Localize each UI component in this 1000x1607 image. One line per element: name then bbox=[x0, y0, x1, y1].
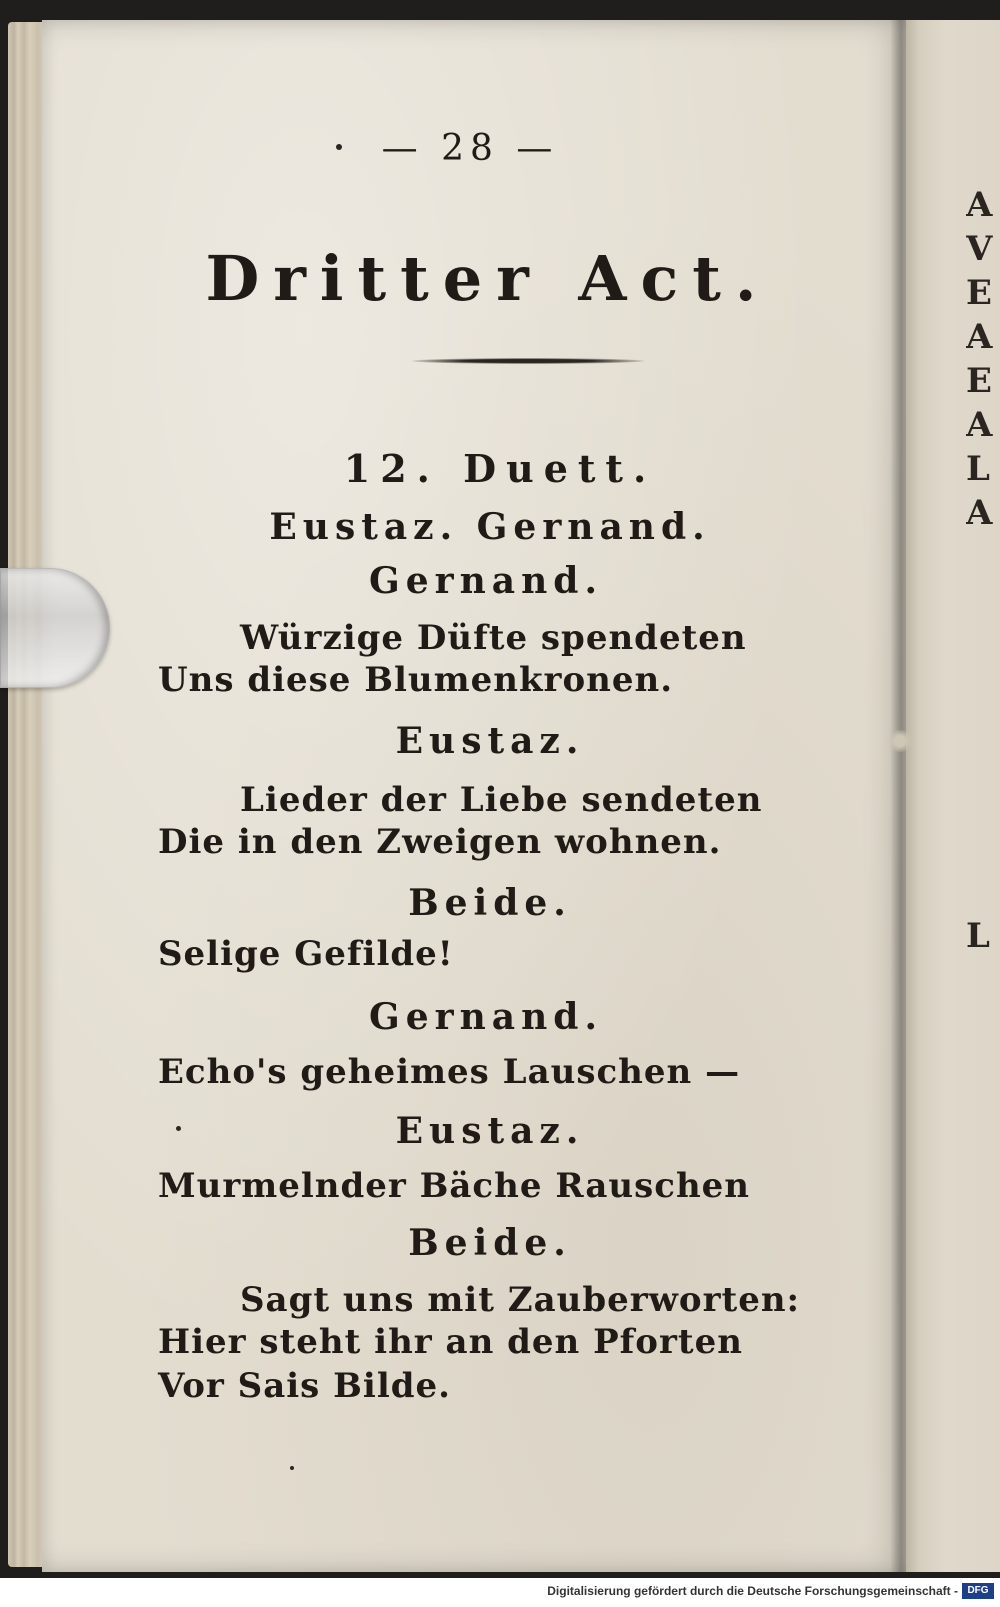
verse-line: Echo's geheimes Lauschen — bbox=[158, 1052, 741, 1092]
funding-credit: Digitalisierung gefördert durch die Deutsche Forschungsgemeinschaft - bbox=[547, 1584, 958, 1598]
page-number: — 28 — bbox=[381, 128, 559, 169]
act-title: Dritter Act. bbox=[205, 242, 771, 315]
verse-line: Lieder der Liebe sendeten bbox=[240, 780, 763, 820]
speaker-label: Eustaz. bbox=[395, 1110, 585, 1152]
facing-glyph: E bbox=[966, 273, 992, 313]
facing-glyph: A bbox=[966, 405, 993, 445]
speaker-label: Gernand. bbox=[369, 996, 603, 1038]
facing-glyph-lone: L bbox=[966, 916, 990, 956]
verse-line: Hier steht ihr an den Pforten bbox=[158, 1322, 743, 1362]
title-rule bbox=[412, 358, 644, 364]
speaker-label: Beide. bbox=[408, 882, 572, 924]
facing-glyph: A bbox=[966, 186, 993, 225]
verse-line: Murmelnder Bäche Rauschen bbox=[158, 1166, 751, 1206]
verse-line: Würzige Düfte spendeten bbox=[240, 618, 747, 658]
verse-line: Uns diese Blumenkronen. bbox=[158, 660, 674, 700]
facing-glyph: A bbox=[966, 493, 993, 532]
verse-line: Vor Sais Bilde. bbox=[158, 1366, 451, 1406]
facing-glyph: L bbox=[966, 449, 990, 489]
character-list: Eustaz. Gernand. bbox=[269, 506, 711, 548]
scene-heading: 12. Duett. bbox=[343, 446, 657, 491]
facing-glyph: V bbox=[966, 229, 993, 269]
ink-speck bbox=[290, 1466, 294, 1470]
facing-glyph: E bbox=[966, 361, 992, 401]
speaker-label: Gernand. bbox=[369, 560, 603, 602]
dfg-logo: DFG bbox=[962, 1583, 994, 1599]
speaker-label: Eustaz. bbox=[395, 720, 585, 762]
credit-bar bbox=[0, 1578, 1000, 1607]
verse-line: Die in den Zweigen wohnen. bbox=[158, 822, 722, 862]
verse-line: Sagt uns mit Zauberworten: bbox=[240, 1280, 801, 1320]
verse-line: Selige Gefilde! bbox=[158, 934, 454, 974]
speaker-label: Beide. bbox=[408, 1222, 572, 1264]
facing-glyph: A bbox=[966, 317, 993, 357]
